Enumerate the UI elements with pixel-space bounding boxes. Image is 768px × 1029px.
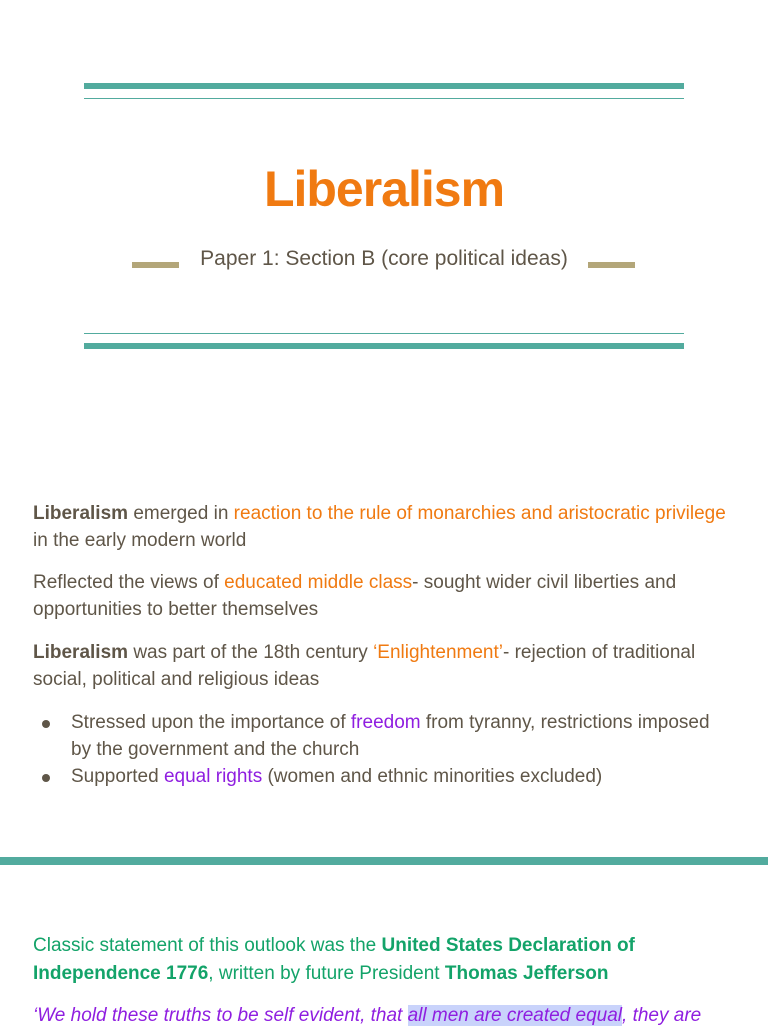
- highlight-orange: reaction to the rule of monarchies and aristocratic privilege: [233, 503, 726, 524]
- highlight-purple: equal rights: [163, 766, 263, 787]
- list-item: [33, 709, 733, 763]
- bullet-list: [33, 709, 733, 790]
- subtitle-row: [0, 245, 768, 277]
- page-title: Liberalism: [263, 161, 505, 217]
- quote-declaration: [33, 1002, 733, 1029]
- text-segment: emerged in: [128, 503, 234, 524]
- text-segment: from tyranny, restrictions imposed by the government and the church: [71, 712, 710, 760]
- term-liberalism: Liberalism: [33, 503, 129, 524]
- text-segment: - sought wider civil liberties and opportunities to better themselves: [33, 572, 677, 620]
- highlight-orange: educated middle class: [224, 572, 413, 593]
- paragraph-declaration: [33, 932, 733, 988]
- header-top-thick-rule: [84, 83, 684, 89]
- author-name: Thomas Jefferson: [444, 963, 609, 984]
- bullet-dot-icon: [42, 774, 50, 782]
- text-segment: , they are: [622, 1005, 702, 1026]
- text-segment: - rejection of traditional social, political and religious ideas: [33, 642, 696, 690]
- list-item: [33, 763, 733, 790]
- header-bottom-thick-rule: [84, 343, 684, 349]
- header-bottom-thin-rule: [84, 333, 684, 334]
- paragraph-middle-class: [33, 569, 733, 623]
- paragraph-origins: [33, 500, 733, 554]
- section-divider: [0, 857, 768, 865]
- text-segment: in the early modern world: [33, 530, 247, 551]
- text-segment: (women and ethnic minorities excluded): [262, 766, 603, 787]
- term-liberalism: Liberalism: [33, 642, 129, 663]
- text-segment: ‘We hold these truths to be self evident, that: [33, 1005, 408, 1026]
- page-subtitle: Paper 1: Section B (core political ideas): [200, 247, 568, 270]
- text-segment: Supported: [71, 766, 164, 787]
- text-segment: Stressed upon the importance of: [71, 712, 351, 733]
- bullet-dot-icon: [42, 720, 50, 728]
- highlight-orange: ‘Enlightenment’: [373, 642, 503, 663]
- text-segment: Classic statement of this outlook was the: [33, 935, 382, 956]
- highlight-purple: freedom: [350, 712, 421, 733]
- paragraph-enlightenment: [33, 639, 733, 693]
- text-segment: was part of the 18th century: [128, 642, 374, 663]
- declaration-name: United States Declaration of Independence 1776: [33, 935, 635, 984]
- text-segment: Reflected the views of: [33, 572, 225, 593]
- header-top-thin-rule: [84, 98, 684, 99]
- text-segment: , written by future President: [208, 963, 445, 984]
- highlighted-phrase: all men are created equal: [407, 1005, 623, 1026]
- subtitle-right-bar: [588, 262, 635, 268]
